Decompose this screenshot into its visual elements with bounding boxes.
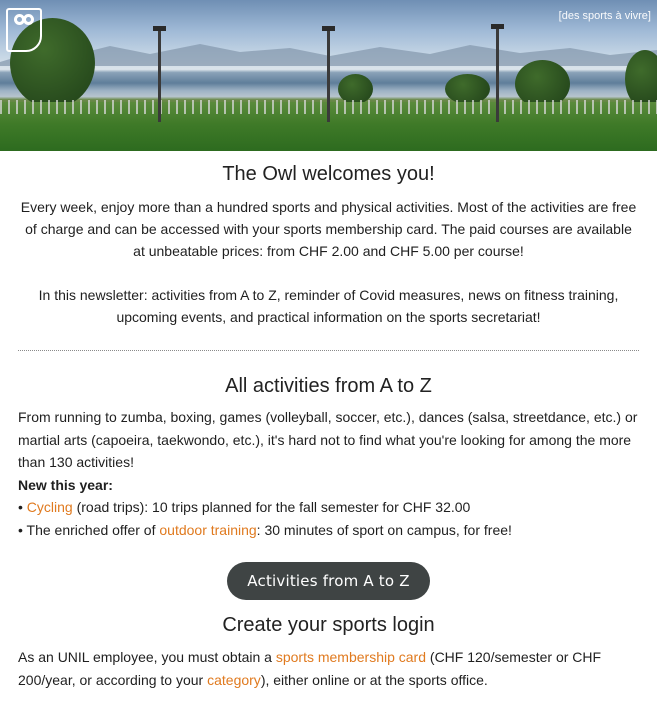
login-title: Create your sports login xyxy=(222,614,435,636)
list-item: • The enriched offer of outdoor training: 30 minutes of sport on campus, for free! xyxy=(18,521,512,538)
cycling-link[interactable]: Cycling xyxy=(26,499,73,515)
newsletter-body xyxy=(0,151,657,350)
welcome-title: The Owl welcomes you! xyxy=(222,163,435,185)
owl-logo-icon[interactable] xyxy=(6,8,42,52)
newsletter-summary: In this newsletter: activities from A to Z, reminder of Covid measures, news on fitness training, upcoming events, and practical information on the sports secretariat! xyxy=(38,287,619,325)
activities-body: From running to zumba, boxing, games (volleyball, soccer, etc.), dances (salsa, streetdance, etc.) or martial arts (capoeira, taekwondo, etc.), it's hard not to find what you're looking for among the more than 130 activities! xyxy=(18,409,638,470)
activities-a-to-z-button[interactable]: Activities from A to Z xyxy=(227,562,429,600)
new-this-year-label: New this year: xyxy=(18,476,113,493)
tagline: [des sports à vivre] xyxy=(558,10,651,22)
category-link[interactable]: category xyxy=(207,671,261,688)
welcome-intro: Every week, enjoy more than a hundred sports and physical activities. Most of the activities are free of charge and can be accessed with your sports membership card. The paid courses are available at unbeatable prices: from CHF 2.00 and CHF 5.00 per course! xyxy=(20,199,637,259)
floodlight-pole xyxy=(158,30,161,122)
button-wrapper xyxy=(18,562,639,600)
list-item: • Cycling (road trips): 10 trips planned for the fall semester for CHF 32.00 xyxy=(18,499,471,515)
outdoor-training-link[interactable]: outdoor training xyxy=(159,521,257,538)
floodlight-pole xyxy=(327,30,330,122)
floodlight-pole xyxy=(496,28,499,122)
activities-title: All activities from A to Z xyxy=(225,375,432,397)
activities-section xyxy=(0,351,657,691)
membership-card-link[interactable]: sports membership card xyxy=(275,649,427,665)
login-body: As an UNIL employee, you must obtain a sports membership card (CHF 120/semester or CHF 200/year, or according to your category), either online or at the sports office. xyxy=(18,649,602,688)
header-banner xyxy=(0,0,657,151)
